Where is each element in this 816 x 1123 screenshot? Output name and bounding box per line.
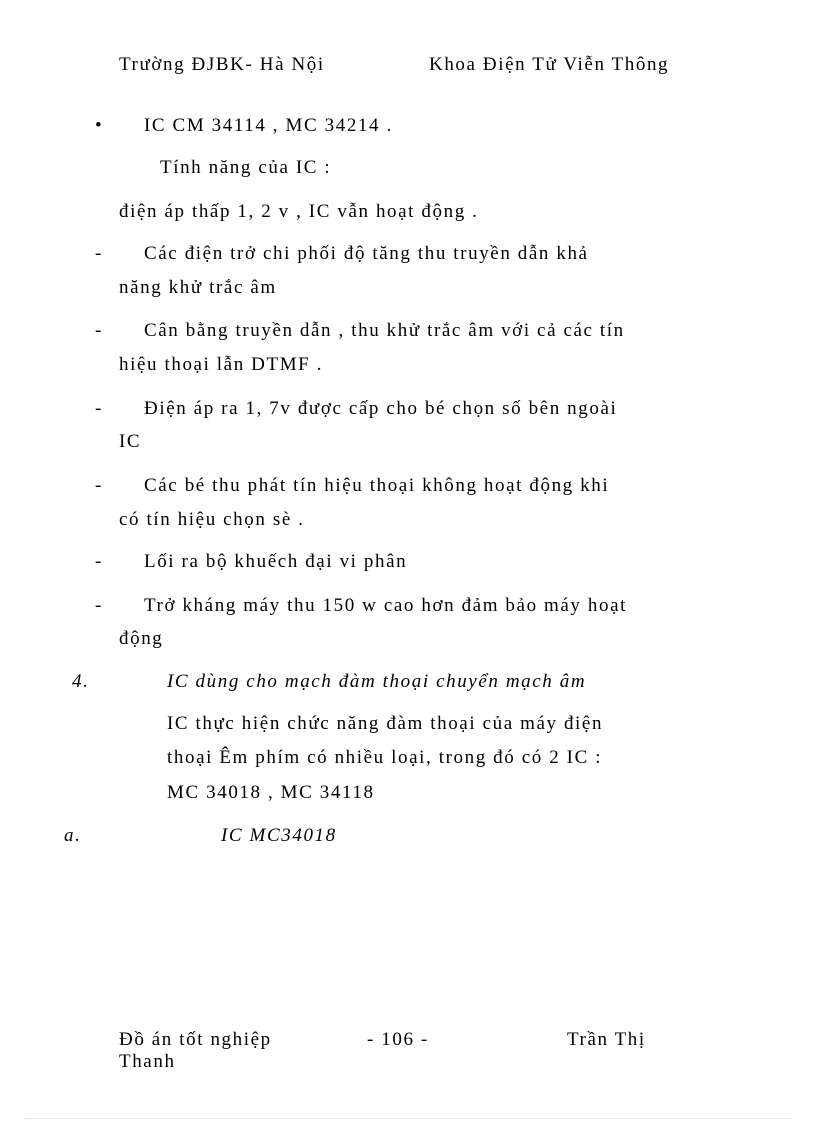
list-item-line: hiệu thoại lẫn DTMF . bbox=[119, 354, 324, 375]
list-item-line: có tín hiệu chọn sè . bbox=[119, 509, 305, 530]
header-faculty: Khoa Điện Tử Viễn Thông bbox=[429, 54, 670, 75]
dash-marker: - bbox=[95, 243, 103, 264]
list-item-line: Lối ra bộ khuếch đại vi phân bbox=[144, 551, 408, 572]
subsection-label: a. bbox=[64, 825, 82, 846]
page-bottom-divider bbox=[24, 1118, 792, 1119]
list-item-line: IC bbox=[119, 431, 142, 452]
list-item-line: động bbox=[119, 628, 164, 649]
bullet-icon: • bbox=[95, 115, 104, 136]
intro-line: điện áp thấp 1, 2 v , IC vẫn hoạt động . bbox=[119, 201, 479, 222]
page-number: - 106 - bbox=[367, 1029, 429, 1050]
features-title: Tính năng của IC : bbox=[160, 157, 332, 178]
list-item-line: Các điện trở chi phối độ tăng thu truyền dẫn khả bbox=[144, 243, 589, 264]
dash-marker: - bbox=[95, 398, 103, 419]
section-number: 4. bbox=[72, 671, 90, 692]
section-paragraph-line: MC 34018 , MC 34118 bbox=[167, 782, 375, 803]
dash-marker: - bbox=[95, 595, 103, 616]
header-school: Trường ĐJBK- Hà Nội bbox=[119, 54, 325, 75]
list-item-line: Điện áp ra 1, 7v được cấp cho bé chọn số bên ngoài bbox=[144, 398, 618, 419]
list-item-line: Trở kháng máy thu 150 w cao hơn đảm bảo máy hoạt bbox=[144, 595, 627, 616]
dash-marker: - bbox=[95, 320, 103, 341]
list-item-line: năng khử trắc âm bbox=[119, 277, 277, 298]
list-item-line: Cân bằng truyền dẫn , thu khử trắc âm với cả các tín bbox=[144, 320, 625, 341]
footer-name-continued: Thanh bbox=[119, 1051, 176, 1072]
section-title: IC dùng cho mạch đàm thoại chuyển mạch âm bbox=[167, 671, 587, 692]
dash-marker: - bbox=[95, 551, 103, 572]
section-paragraph-line: thoại Êm phím có nhiều loại, trong đó có 2 IC : bbox=[167, 747, 603, 768]
dash-marker: - bbox=[95, 475, 103, 496]
footer-project: Đồ án tốt nghiệp bbox=[119, 1029, 272, 1050]
subsection-title: IC MC34018 bbox=[221, 825, 337, 846]
footer-author: Trần Thị bbox=[567, 1029, 646, 1050]
bullet-text: IC CM 34114 , MC 34214 . bbox=[144, 115, 393, 136]
list-item-line: Các bé thu phát tín hiệu thoại không hoạt động khi bbox=[144, 475, 610, 496]
section-paragraph-line: IC thực hiện chức năng đàm thoại của máy điện bbox=[167, 713, 604, 734]
